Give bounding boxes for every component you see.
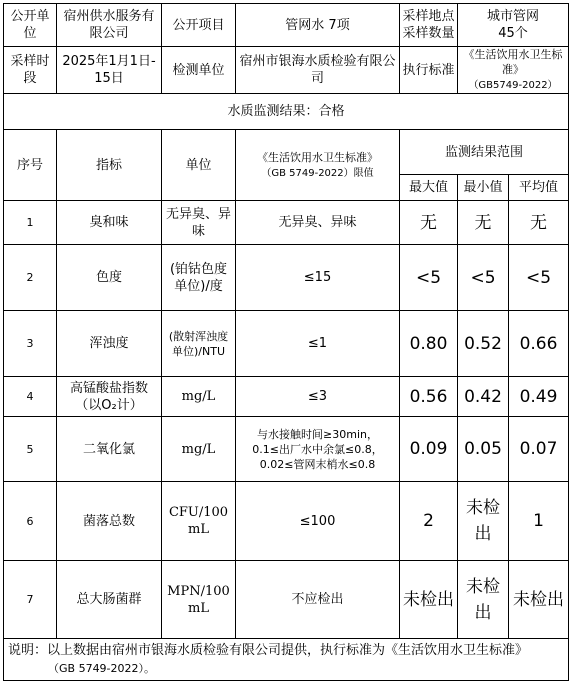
row-unit: CFU/100mL xyxy=(162,482,236,561)
row-no: 1 xyxy=(4,201,57,245)
row-avg: <5 xyxy=(509,245,569,311)
publish-item-value: 管网水 7项 xyxy=(236,4,400,47)
row-min: 0.52 xyxy=(458,311,509,377)
publish-item-label: 公开项目 xyxy=(162,4,236,47)
standard-label: 执行标准 xyxy=(400,47,458,94)
publish-unit-label: 公开单位 xyxy=(4,4,57,47)
row-limit: ≤100 xyxy=(236,482,400,561)
header-range: 监测结果范围 xyxy=(400,130,569,175)
footnote-row xyxy=(4,639,569,681)
row-unit: MPN/100mL xyxy=(162,561,236,639)
header-avg: 平均值 xyxy=(509,175,569,201)
row-indicator: 二氧化氯 xyxy=(57,417,162,482)
row-indicator: 色度 xyxy=(57,245,162,311)
table-row xyxy=(4,482,569,561)
sampling-location-label: 采样地点采样数量 xyxy=(400,4,458,47)
row-limit: ≤3 xyxy=(236,377,400,417)
standard-name: 《生活饮用水卫生标准》 xyxy=(463,48,563,76)
row-min: 无 xyxy=(458,201,509,245)
row-limit-line: 与水接触时间≥30min， xyxy=(257,427,378,441)
sampling-location-value xyxy=(458,4,569,47)
row-max: <5 xyxy=(400,245,458,311)
water-quality-table xyxy=(3,3,569,681)
row-no: 4 xyxy=(4,377,57,417)
table-row xyxy=(4,417,569,482)
table-row xyxy=(4,561,569,639)
row-limit: 无异臭、异味 xyxy=(236,201,400,245)
row-max: 0.56 xyxy=(400,377,458,417)
header-no: 序号 xyxy=(4,130,57,201)
header-limit-line1: 《生活饮用水卫生标准》 xyxy=(257,150,378,164)
testing-unit-value: 宿州市银海水质检验有限公司 xyxy=(236,47,400,94)
row-limit xyxy=(236,417,400,482)
header-max: 最大值 xyxy=(400,175,458,201)
info-row-2 xyxy=(4,47,569,94)
sampling-period-label: 采样时段 xyxy=(4,47,57,94)
table-row xyxy=(4,377,569,417)
row-no: 7 xyxy=(4,561,57,639)
footnote-line2: （GB 5749-2022）。 xyxy=(48,661,156,675)
header-unit: 单位 xyxy=(162,130,236,201)
sampling-location-text: 城市管网 xyxy=(487,9,540,24)
testing-unit-label: 检测单位 xyxy=(162,47,236,94)
row-limit: ≤15 xyxy=(236,245,400,311)
row-limit: 不应检出 xyxy=(236,561,400,639)
row-avg: 无 xyxy=(509,201,569,245)
header-min: 最小值 xyxy=(458,175,509,201)
row-indicator: 臭和味 xyxy=(57,201,162,245)
row-min: 未检出 xyxy=(458,561,509,639)
table-row xyxy=(4,311,569,377)
row-unit: mg/L xyxy=(162,417,236,482)
row-max: 0.09 xyxy=(400,417,458,482)
header-limit-line2: （GB 5749-2022）限值 xyxy=(261,167,374,179)
row-unit: (散射浑浊度单位)/NTU xyxy=(162,311,236,377)
row-max: 0.80 xyxy=(400,311,458,377)
row-indicator: 高锰酸盐指数（以O₂计） xyxy=(57,377,162,417)
row-max: 2 xyxy=(400,482,458,561)
row-indicator: 浑浊度 xyxy=(57,311,162,377)
sampling-period-value: 2025年1月1日-15日 xyxy=(57,47,162,94)
row-avg: 未检出 xyxy=(509,561,569,639)
header-indicator: 指标 xyxy=(57,130,162,201)
row-avg: 0.49 xyxy=(509,377,569,417)
table-row xyxy=(4,245,569,311)
row-min: 0.42 xyxy=(458,377,509,417)
row-indicator: 总大肠菌群 xyxy=(57,561,162,639)
row-no: 3 xyxy=(4,311,57,377)
result-title: 水质监测结果：合格 xyxy=(4,94,569,130)
row-indicator: 菌落总数 xyxy=(57,482,162,561)
standard-value xyxy=(458,47,569,94)
row-min: 未检出 xyxy=(458,482,509,561)
row-min: <5 xyxy=(458,245,509,311)
row-unit: (铂钴色度单位)/度 xyxy=(162,245,236,311)
result-title-row xyxy=(4,94,569,130)
row-max: 未检出 xyxy=(400,561,458,639)
sampling-count-text: 45个 xyxy=(498,26,528,41)
row-avg: 0.66 xyxy=(509,311,569,377)
row-unit: mg/L xyxy=(162,377,236,417)
row-no: 6 xyxy=(4,482,57,561)
row-max: 无 xyxy=(400,201,458,245)
publish-unit-value: 宿州供水服务有限公司 xyxy=(57,4,162,47)
row-min: 0.05 xyxy=(458,417,509,482)
row-no: 2 xyxy=(4,245,57,311)
row-avg: 1 xyxy=(509,482,569,561)
footnote-line1: 说明：以上数据由宿州市银海水质检验有限公司提供，执行标准为《生活饮用水卫生标准》 xyxy=(8,642,529,658)
header-limit xyxy=(236,130,400,201)
header-row-1 xyxy=(4,130,569,175)
info-row-1 xyxy=(4,4,569,47)
standard-code: （GB5749-2022） xyxy=(468,80,558,91)
row-avg: 0.07 xyxy=(509,417,569,482)
row-unit: 无异臭、异味 xyxy=(162,201,236,245)
row-limit-line: 0.02≤管网末梢水≤0.8 xyxy=(259,457,376,471)
table-row xyxy=(4,201,569,245)
row-limit: ≤1 xyxy=(236,311,400,377)
row-no: 5 xyxy=(4,417,57,482)
footnote xyxy=(4,639,569,681)
row-limit-line: 0.1≤出厂水中余氯≤0.8， xyxy=(252,442,383,456)
